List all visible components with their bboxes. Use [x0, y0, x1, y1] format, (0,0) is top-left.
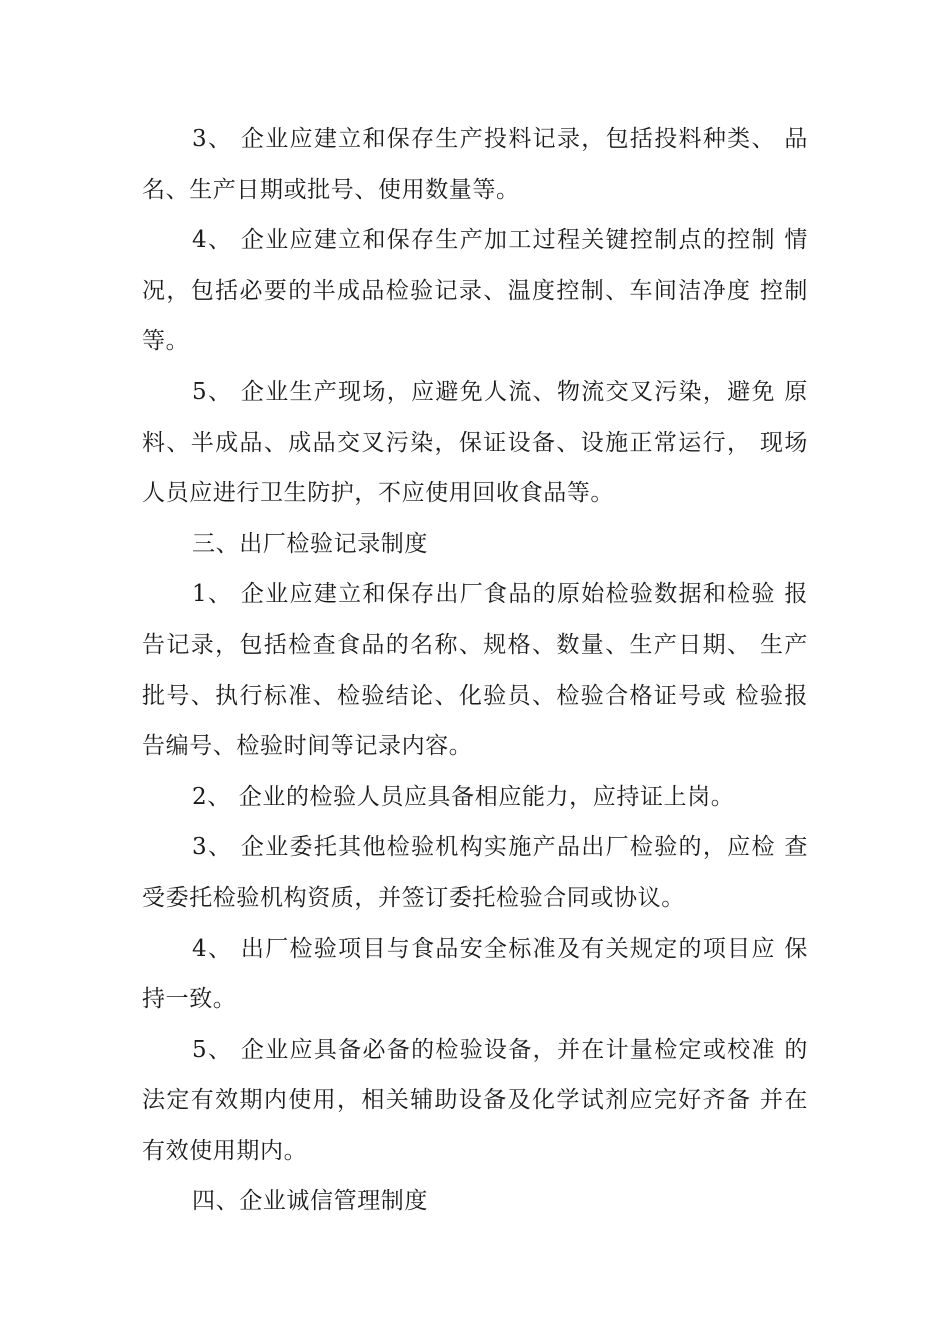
paragraph-item-1-inspection-data: 1、 企业应建立和保存出厂食品的原始检验数据和检验 报告记录，包括检查食品的名称、规格、数量、生产日期、 生产批号、执行标准、检验结论、化验员、检验合格证号或 检验报告编号、检验时间等记录内容。 [142, 581, 808, 760]
paragraph-item-5-inspection-equipment: 5、 企业应具备必备的检验设备，并在计量检定或校准 的法定有效期内使用，相关辅助设备及化学试剂应完好齐备 并在有效使用期内。 [142, 1036, 808, 1164]
paragraph-item-3-feeding-records: 3、 企业应建立和保存生产投料记录，包括投料种类、 品名、生产日期或批号、使用数量等。 [142, 126, 808, 203]
paragraph-item-4-critical-control: 4、 企业应建立和保存生产加工过程关键控制点的控制 情况，包括必要的半成品检验记录、温度控制、车间洁净度 控制等。 [142, 227, 808, 355]
section-heading-4: 四、企业诚信管理制度 [192, 1188, 428, 1215]
paragraph-item-2-inspector-qualification: 2、 企业的检验人员应具备相应能力，应持证上岗。 [192, 783, 735, 810]
paragraph-item-5-production-site: 5、 企业生产现场，应避免人流、物流交叉污染，避免 原料、半成品、成品交叉污染，保证设备、设施正常运行， 现场人员应进行卫生防护，不应使用回收食品等。 [142, 378, 808, 507]
paragraph-item-4-inspection-items: 4、 出厂检验项目与食品安全标准及有关规定的项目应 保持一致。 [142, 935, 808, 1013]
section-heading-3: 三、出厂检验记录制度 [192, 530, 428, 557]
paragraph-item-3-entrusted-inspection: 3、 企业委托其他检验机构实施产品出厂检验的，应检 查受委托检验机构资质，并签订委托检验合同或协议。 [142, 834, 808, 911]
document-body [142, 114, 808, 1227]
